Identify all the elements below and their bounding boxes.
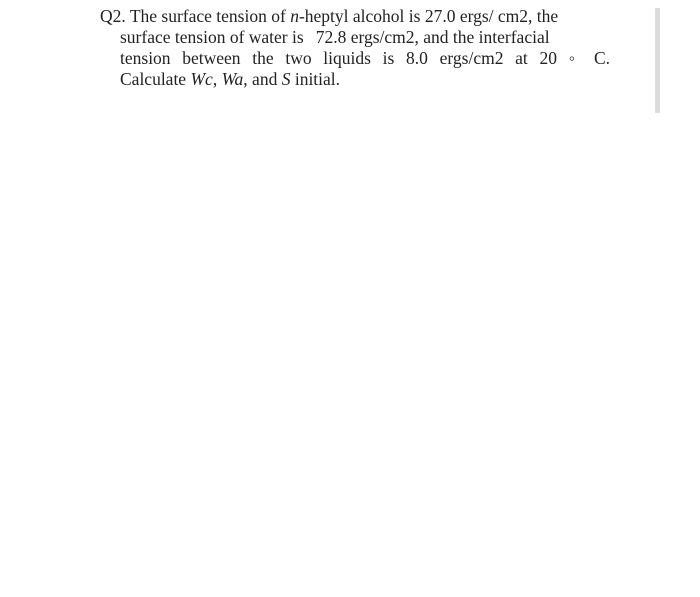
question-line-4-part-1: Calculate [120,69,191,89]
question-line-1-suffix: -heptyl alcohol is 27.0 ergs/ cm2, the [298,6,559,26]
scrollbar-thumb[interactable] [655,8,660,113]
question-line-4 [120,69,610,90]
question-line-4-part-3: , and [243,69,282,89]
question-line-4-part-2: , [212,69,222,89]
question-line-2 [120,27,610,48]
question-line-2-part-b: 72.8 ergs/cm2, and the interfacial [315,27,550,47]
question-line-3: tension between the two liquids is 8.0 ergs/cm2 at 20 ◦ C. [120,48,610,68]
symbol-wa: Wa [221,69,244,89]
question-line-4-part-4: initial. [290,69,341,89]
question-line-1-prefix: Q2. The surface tension of [100,6,291,26]
symbol-wc: Wc [190,69,213,89]
question-line-1-italic: n [290,6,299,26]
question-line-2-part-a: surface tension of water is [120,27,304,47]
question-line-1 [100,6,610,27]
symbol-s: S [281,69,291,89]
question-text [100,6,610,90]
